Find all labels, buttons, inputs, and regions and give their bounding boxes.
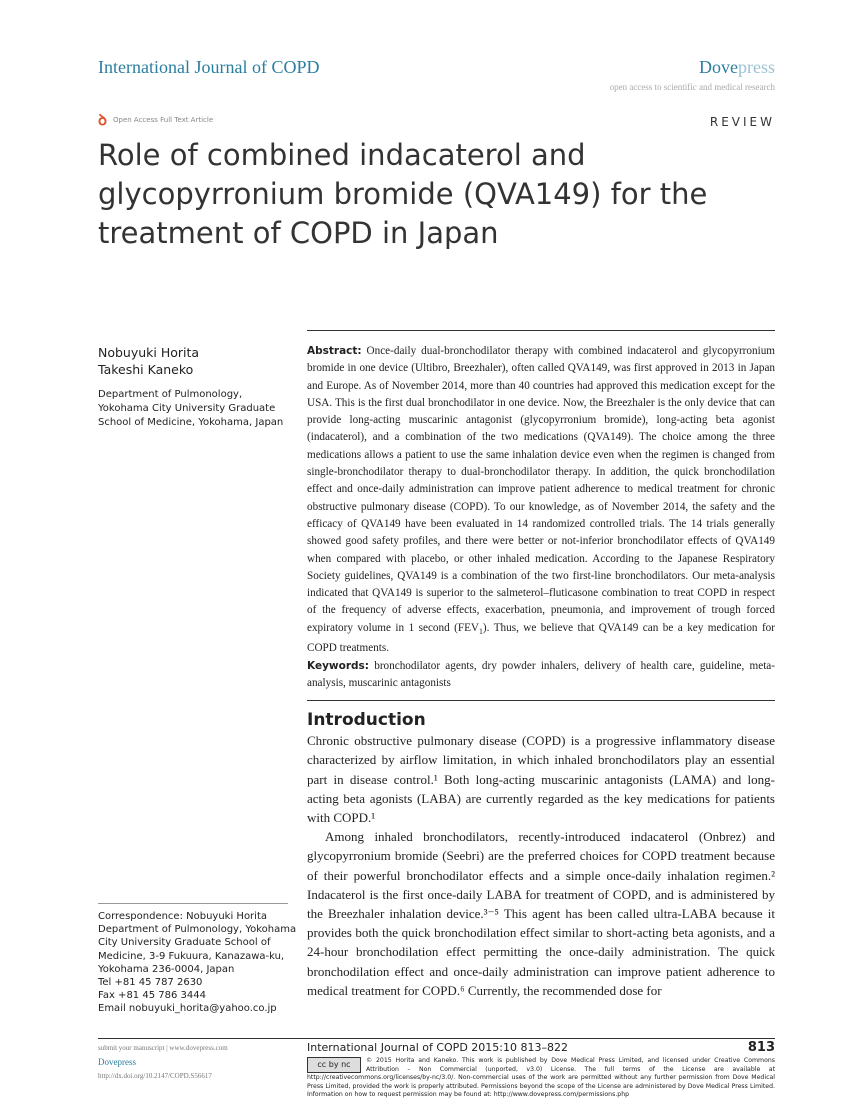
cc-license-icon[interactable]: cc by nc: [307, 1057, 361, 1073]
paragraph: Among inhaled bronchodilators, recently-introduced indacaterol (Onbrez) and glycopyrronium bromide (Seebri) are the preferred choices for COPD treatment because of their powerful bronchodilator effects and a simple once-daily inhalation regimen.² Indacaterol is the first once-daily LABA for treatment of COPD, and is administered by the Breezhaler inhalation device.³⁻⁵ This agent has been called ultra-LABA because it provides both the quick bronchodilation effect similar to short-acting beta agonists, and a 24-hour bronchodilation effect permitting the once-daily administration. The quick bronchodilation effect and once-daily administration can improve patient adherence to medical treatment for COPD.⁶ Currently, the recommended dose for: [307, 829, 775, 998]
corr-line: Yokohama 236-0004, Japan: [98, 963, 235, 975]
author: Nobuyuki Horita: [98, 345, 200, 360]
affiliation-line: Department of Pulmonology,: [98, 389, 243, 400]
introduction-body: [307, 731, 775, 1000]
corr-line: Fax +81 45 786 3444: [98, 990, 206, 1002]
open-access-text: Open Access Full Text Article: [113, 116, 214, 124]
keywords: [307, 658, 775, 693]
paragraph: Chronic obstructive pulmonary disease (COPD) is a progressive inflammatory disease characterized by airflow limitation, in which inhaled bronchodilators play an essential part in disease control.¹ Both long-acting muscarinic antagonists (LAMA) and long-acting beta agonists (LABA) are currently regarded as the key medications for patients with COPD.¹: [307, 733, 775, 825]
dovepress-link[interactable]: Dovepress: [98, 1057, 136, 1067]
journal-name: International Journal of COPD: [98, 57, 320, 77]
corr-line: Department of Pulmonology, Yokohama: [98, 924, 297, 936]
publisher-logo: [699, 57, 775, 78]
keywords-label: Keywords:: [307, 659, 369, 672]
corr-line: City University Graduate School of: [98, 937, 271, 949]
affiliation-line: Yokohama City University Graduate: [98, 403, 276, 414]
abstract-text-end: ). Thus, we believe that QVA149 can be a key medication for COPD treatments.: [307, 621, 775, 655]
publisher-tagline: open access to scientific and medical research: [609, 82, 775, 92]
corr-email[interactable]: Email nobuyuki_horita@yahoo.co.jp: [98, 1003, 277, 1015]
abstract: [307, 343, 775, 692]
license-text: © 2015 Horita and Kaneko. This work is published by Dove Medical Press Limited, and licensed under Creative Commons Attribution – Non Commercial (unported, v3.0) License. The full terms of the License are available at http://creativecommons.org/licenses/by-nc/3.0/. Non-commercial uses of the work are permitted without any further permission from Dove Medical Press Limited, provided the work is properly attributed. Permissions beyond the scope of the License are administered by Dove Medical Press Limited. Information on how to request permission may be found at: http://www.dovepress.com/permissions.php: [307, 1057, 775, 1099]
divider: [98, 903, 288, 904]
publisher-a: Dove: [699, 57, 738, 77]
divider: [98, 1038, 775, 1039]
abstract-text: Once-daily dual-bronchodilator therapy with combined indacaterol and glycopyrronium bromide in one device (Ultibro, Breezhaler), often called QVA149, was first approved in 2013 in Japan and Europe. As of November 2014, more than 40 countries had approved this medication except for the USA. This is the first dual bronchodilator in one device. Now, the Breezhaler is the only device that can provide long-acting muscarinic antagonist (glycopyrronium bromide), long-acting beta agonist (indacaterol), and a combination of the two medications (QVA149). The choice among the three medications allows a patient to use the same inhalation device even when the regimen is changed from single-bronchodilator therapy to dual-bronchodilator therapy. In addition, the quick bronchodilation effect and once-daily administration can improve patient adherence to medical treatment for chronic obstructive pulmonary disease (COPD). To our knowledge, as of November 2014, the safety and the efficacy of QVA149 have been evaluated in 14 randomized controlled trials. The 14 trials generally showed good safety profiles, and there were better or not-inferior bronchodilator effects of QVA149 when compared with placebo, or other inhaled medication. According to the Japanese Respiratory Society guidelines, QVA149 is a combination of the two first-line bronchodilators. Our meta-analysis indicated that QVA149 is superior to the salmeterol–fluticasone combination to treat COPD in respect of the frequency of adverse effects, exacerbation, pneumonia, and improvement of trough forced expiratory volume in 1 second (FEV: [307, 345, 775, 634]
divider: [307, 330, 775, 331]
section-heading: Introduction: [307, 710, 426, 731]
abstract-label: Abstract:: [307, 345, 362, 357]
divider: [307, 700, 775, 701]
footer-left: [98, 1041, 293, 1083]
keywords-text: bronchodilator agents, dry powder inhalers, delivery of health care, guideline, meta-analysis, muscarinic antagonists: [307, 659, 776, 689]
correspondence: [98, 910, 296, 1016]
affiliation-line: School of Medicine, Yokohama, Japan: [98, 417, 284, 428]
article-type: REVIEW: [709, 115, 775, 129]
citation: International Journal of COPD 2015:10 813–822: [307, 1041, 568, 1054]
article-title: Role of combined indacaterol and glycopyrronium bromide (QVA149) for the treatment of COPD in Japan: [98, 138, 708, 250]
affiliation: [98, 388, 283, 430]
author: Takeshi Kaneko: [98, 362, 194, 377]
open-access-label: [98, 110, 213, 130]
subscript: 1: [479, 626, 483, 636]
license-block: [307, 1057, 775, 1100]
page-number: 813: [747, 1040, 775, 1055]
corr-line: Tel +81 45 787 2630: [98, 977, 203, 989]
publisher-b: press: [738, 57, 775, 77]
submit-link[interactable]: submit your manuscript | www.dovepress.com: [98, 1044, 228, 1052]
open-access-lock-icon: ꝺ: [98, 111, 107, 129]
corr-line: Correspondence: Nobuyuki Horita: [98, 911, 267, 922]
authors: [98, 344, 199, 378]
right-column: [307, 330, 775, 1000]
doi-link[interactable]: http://dx.doi.org/10.2147/COPD.S56617: [98, 1072, 212, 1080]
corr-line: Medicine, 3-9 Fukuura, Kanazawa-ku,: [98, 950, 285, 962]
